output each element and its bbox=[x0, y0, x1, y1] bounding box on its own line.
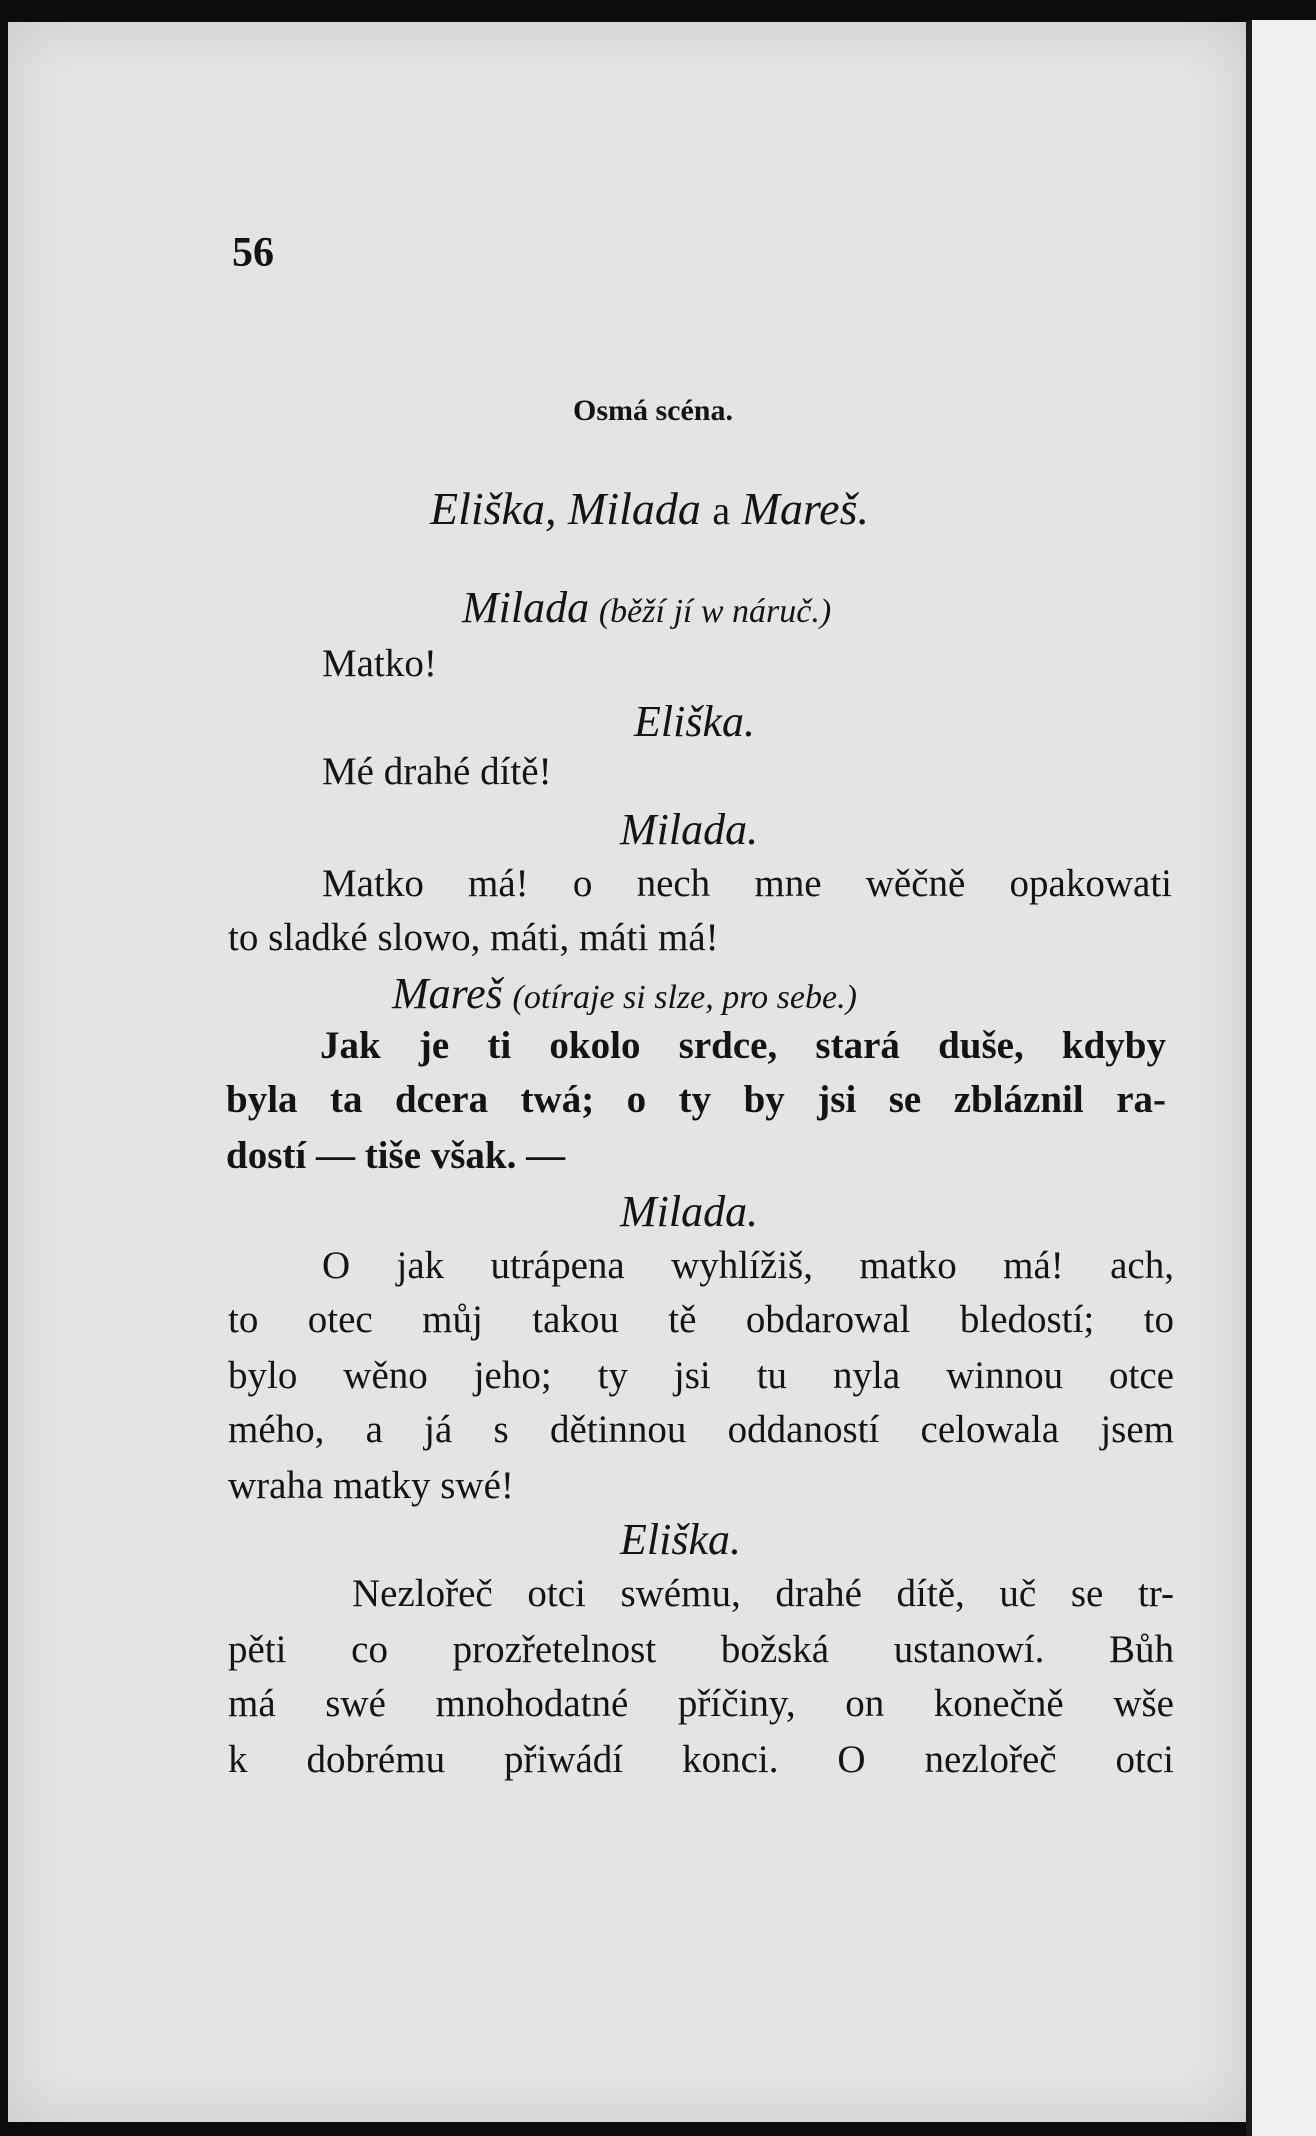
character-conjunction: a bbox=[712, 488, 731, 533]
scene-title: Osmá scéna. bbox=[573, 394, 733, 427]
speaker-name: Milada. bbox=[620, 1187, 759, 1236]
dialogue-line: mého, a já s dětinnou oddaností celowala jsem bbox=[228, 1408, 1174, 1451]
dialogue-line: bylo wěno jeho; ty jsi tu nyla winnou otce bbox=[228, 1354, 1174, 1397]
speaker-name: Milada bbox=[462, 583, 590, 632]
dialogue-line: pěti co prozřetelnost božská ustanowí. Bůh bbox=[228, 1628, 1174, 1671]
stage-direction: (běží jí w náruč.) bbox=[598, 593, 832, 630]
character-list bbox=[430, 483, 869, 534]
dialogue-line: k dobrému přiwádí konci. O nezlořeč otci bbox=[228, 1738, 1174, 1781]
dialogue-line: byla ta dcera twá; o ty by jsi se zbláznil ra- bbox=[226, 1078, 1166, 1121]
dialogue-line: Nezlořeč otci swému, drahé dítě, uč se tr- bbox=[352, 1572, 1174, 1615]
dialogue-line: wraha matky swé! bbox=[228, 1464, 514, 1507]
dialogue-line: Matko! bbox=[322, 642, 437, 685]
speaker-name: Milada. bbox=[620, 805, 759, 854]
dialogue-line: Jak je ti okolo srdce, stará duše, kdyby bbox=[320, 1024, 1166, 1067]
book-page bbox=[8, 22, 1246, 2122]
dialogue-line: má swé mnohodatné příčiny, on konečně wše bbox=[228, 1682, 1174, 1725]
dialogue-line: O jak utrápena wyhlížiš, matko má! ach, bbox=[322, 1244, 1174, 1287]
speaker-line bbox=[462, 583, 832, 632]
page-number: 56 bbox=[232, 230, 274, 276]
speaker-name: Eliška. bbox=[634, 697, 755, 746]
dialogue-line: Mé drahé dítě! bbox=[322, 750, 552, 793]
adjacent-page-edge bbox=[1252, 20, 1316, 2136]
dialogue-line: Matko má! o nech mne wěčně opakowati bbox=[322, 862, 1172, 905]
character-name-milada: Milada bbox=[567, 483, 701, 534]
dialogue-line: dostí — tiše však. — bbox=[226, 1134, 566, 1177]
speaker-line bbox=[392, 969, 857, 1018]
character-name-eliska: Eliška, bbox=[430, 483, 557, 534]
character-name-mares: Mareš. bbox=[741, 483, 869, 534]
dialogue-line: to otec můj takou tě obdarowal bledostí; to bbox=[228, 1298, 1174, 1341]
dialogue-line: to sladké slowo, máti, máti má! bbox=[228, 916, 719, 959]
speaker-name: Mareš bbox=[392, 969, 503, 1018]
speaker-name: Eliška. bbox=[620, 1515, 741, 1564]
stage-direction: (otíraje si slze, pro sebe.) bbox=[512, 979, 857, 1016]
